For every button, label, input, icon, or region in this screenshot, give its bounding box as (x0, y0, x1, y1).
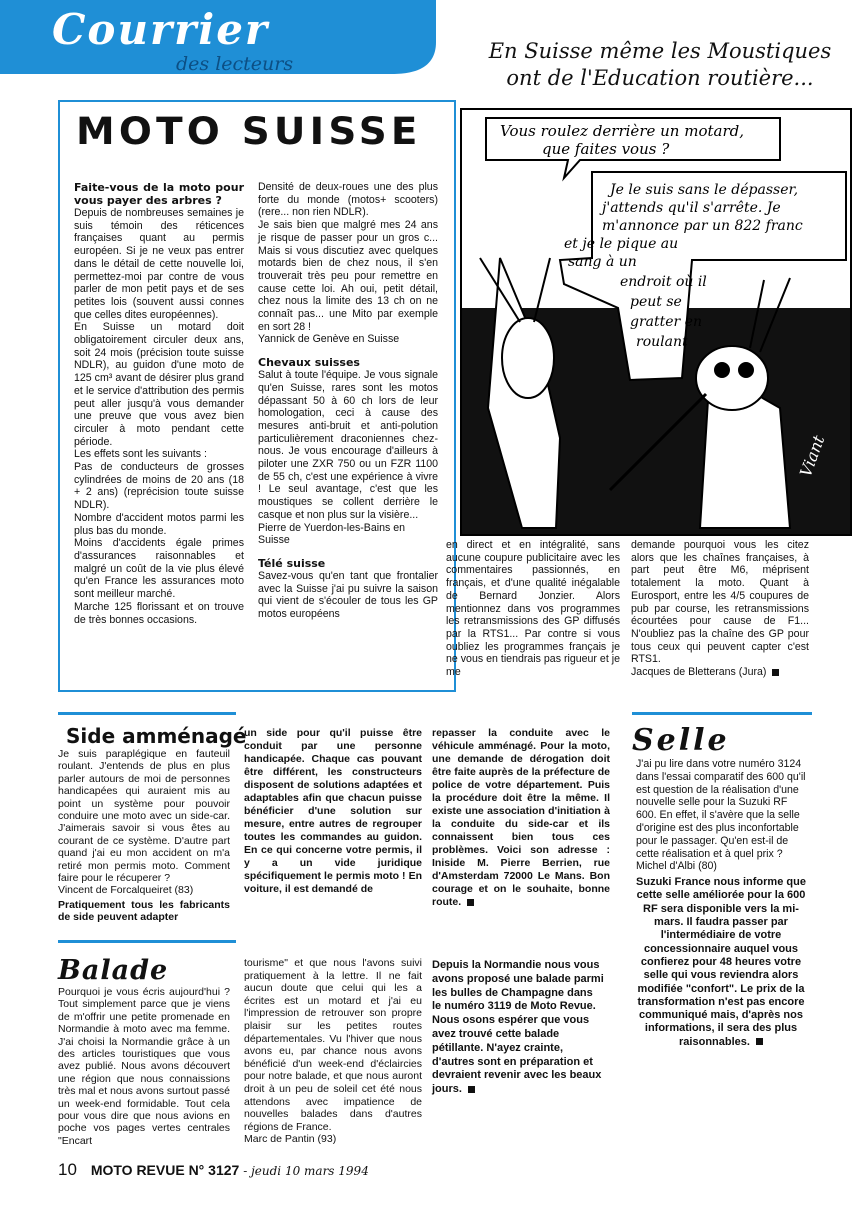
balade-col1 (58, 986, 230, 1147)
section-heading-tele: Télé suisse (258, 556, 326, 570)
selle-reply: Suzuki France nous informe que cette selle améliorée pour la 600 RF sera disponible vers la mi-mars. Il faudra passer par l'intermédiaire de votre concessionnaire auquel vous confierez pour 48 heures votre selle qui vous reviendra alors modifiée "confort". Le prix de la transformation n'est pas encore communiqué mais, d'après nos informations, il sera des plus raisonnables. (636, 876, 806, 1048)
col2-para: Savez-vous qu'en tant que frontalier avec la Suisse j'ai pu suivre la saison qui vient de s'écouler de tous les GP motos européens (258, 569, 438, 621)
end-mark-icon (756, 1038, 763, 1045)
selle-title: Selle (632, 723, 730, 758)
col1-para: Nombre d'accident motos parmi les plus bas du monde. (74, 511, 244, 537)
cartoon-signature: Viant (795, 432, 829, 480)
side-col1 (58, 748, 230, 924)
page-number: 10 (58, 1160, 77, 1179)
col4-text: demande pourquoi vous les citez alors que les chaînes françaises, à part peut être M6, méprisent totalement la moto. Quant à Eurosport, entre les 4/5 coupures de pub par course, les retransmissions écourtées pour cause de F1... N'oubliez pas la chaîne des GP pour tous ceux qui peuvent capter c'est RTS1. (631, 539, 809, 666)
letter-signature: Vincent de Forcalqueiret (83) (58, 884, 194, 897)
side-col3 (432, 727, 610, 909)
col3-text: en direct et en intégralité, sans aucune coupure publicitaire avec les commentaires passionnés, en français, et d'une qualité inégalable de Bernard Jonzier. Alors mentionnez dans vos programmes les retransmissions des GP diffusés par la RTS1... Par contre si vous oubliez les programmes français je ne vous en tiendrais pas rigueur et je me (446, 539, 620, 679)
letter-signature: Jacques de Bletterans (Jura) (631, 666, 767, 679)
section-heading-chevaux: Chevaux suisses (258, 356, 360, 370)
balade-reply: Depuis la Normandie nous vous avons proposé une balade parmi les bulles de Champagne dans le numéro 3119 de Moto Revue. Nous osons espérer que vous avez trouvé cette balade pétillante. N'ayez crainte, d'autres sont en préparation et devraient revenir avec les beaux jours. (432, 959, 604, 1096)
col1-para: Pas de conducteurs de grosses cylindrées de moins de 20 ans (18 + 2 ans) (reprécision toute suisse NDLR). (74, 461, 244, 512)
separator (58, 712, 236, 715)
issue-date: - jeudi 10 mars 1994 (243, 1164, 369, 1178)
end-mark-icon (772, 669, 779, 676)
side-reply: Pratiquement tous les fabricants de side peuvent adapter (58, 898, 230, 924)
col1-para: Moins d'accidents égale primes d'assurances raisonnables et malgré un coût de la vie plus élevé qu'en France les assurances moto sont meilleur marché. (74, 537, 244, 601)
side-title: Side amménagé (66, 724, 247, 748)
col2-para: Salut à toute l'équipe. Je vous signale qu'en Suisse, rares sont les motos dépassant 50 à 60 ch lors de leur homologation, ceci à cause des mesures anti-bruit et anti-polution particulièrement draconiennes chez-nous. Je vous encourage d'ailleurs à piloter une ZXR 750 ou un FZR 1100 de 55 ch, c'est une expérience à vivre ! Le seul avantage, c'est que les moustiques se collent derrière le casque et non plus sur la visière... (258, 369, 438, 521)
article-heading: Faite-vous de la moto pour vous payer des arbres ? (74, 181, 244, 207)
bubble2-line: m'annonce par un 822 franc (602, 218, 803, 234)
selle-col (636, 758, 806, 1049)
balade-col2 (244, 957, 422, 1146)
col2-para: Je sais bien que malgré mes 24 ans je risque de passer pour un gros c... Mais si vous discutiez avec quelques motards bien de chez nous, il s'en trouverait très peu pour remettre en cause cette loi. Ah oui, petit détail, chez nous la limite des 13 ch on ne connaît pas... une Mito par exemple en sort 28 ! (258, 219, 438, 333)
article-col3 (446, 539, 620, 679)
page-footer (58, 1160, 369, 1180)
balade-letter: Pourquoi je vous écris aujourd'hui ? Tout simplement parce que je viens de m'offrir une petite promenade en Normandie à moto avec ma femme. J'ai choisi la Normandie grâce à un des articles touristiques que vous avez publié. Nous avons découvert une région que nous connaissions très mal et nous avons surtout passé un week-end formidable. Tout cela pour vous dire que nous avions en poche vos pages vertes centrales "Encart (58, 986, 230, 1147)
col2-para: Densité de deux-roues une des plus forte du monde (motos+ scooters) (rere... non rien NDLR). (258, 181, 438, 219)
letter-signature: Marc de Pantin (93) (244, 1133, 337, 1146)
cartoon-headline: En Suisse même les Moustiques ont de l'Education routière... (488, 39, 832, 90)
balade-reply-col (432, 959, 604, 1097)
separator (632, 712, 812, 715)
side-col2 (244, 727, 422, 896)
side-reply: un side pour qu'il puisse être conduit par une personne handicapée. Chaque cas pouvant être différent, les constructeurs disposent de solutions adaptées et adaptables afin que chacun puisse bénéficier d'une solution sur mesure, entre autres de regrouper toutes les commandes au guidon. En ce qui concerne votre permis, il y a un vide juridique spécifiquement le permis moto ! En voiture, il est demandé de (244, 727, 422, 895)
col1-para: Depuis de nombreuses semaines je suis témoin des réticences françaises quant au permis européen. Si je ne veux pas entrer dans le détail de cette nouvelle loi, permettez-moi par contre de vous parler de mon petit pays et de ses petites lois (souvent aussi connes que celles dites européennes). (74, 207, 244, 321)
article-col2 (258, 181, 438, 621)
article-title: MOTO SUISSE (76, 110, 422, 153)
separator (58, 940, 236, 943)
letter-signature: Michel d'Albi (80) (636, 860, 717, 873)
bubble2-line: Je le suis sans le dépasser, (610, 182, 799, 198)
bubble1-line: Vous roulez derrière un motard, (500, 122, 744, 140)
banner-subtitle: des lecteurs (176, 53, 294, 75)
courrier-banner (0, 0, 436, 84)
mosquito-cartoon (460, 108, 852, 536)
bubble2-line: gratter en (630, 314, 702, 330)
end-mark-icon (468, 1086, 475, 1093)
letter-signature: Pierre de Yuerdon-les-Bains en Suisse (258, 521, 406, 547)
letter-signature: Yannick de Genève en Suisse (258, 333, 400, 346)
bubble2-line: j'attends qu'il s'arrête. Je (602, 200, 781, 216)
balade-letter: tourisme" et que nous l'avons suivi pratiquement à la lettre. Il ne fait aucun doute que celui qui les a écrites est un motard et j'ai eu l'impression de retrouver son propre plaisir sur les petites routes départementales. Vu l'hiver que nous avons eu, par chance nous avons bénéficié d'un week-end d'éclaircies pour notre balade, et que nous auront droit à un peu de soleil cet été nous attendons avec impatience de nouvelles balades dans d'autres régions de France. (244, 957, 422, 1133)
bubble1-line: que faites vous ? (542, 140, 670, 158)
bubble2-line: roulant (636, 334, 688, 350)
bubble2-line: et je le pique au (564, 236, 679, 252)
bubble2-line: sang à un (568, 254, 637, 270)
balade-title: Balade (58, 955, 169, 986)
side-letter: Je suis paraplégique en fauteuil roulant. J'entends de plus en plus parler autours de moi de personnes handicapées qui auraient mis au point un système pour pouvoir conduire une moto avec un side-car. J'aimerais savoir si vous êtes au courant de ce système. D'autre part quand j'ai eu mon accident on m'a retiré mon permis moto. Comment faire pour le récuperer ? (58, 748, 230, 885)
article-col1 (74, 181, 244, 626)
end-mark-icon (467, 899, 474, 906)
side-reply: repasser la conduite avec le véhicule amménagé. Pour la moto, une demande de dérogation doit être faite auprès de la préfecture de police de votre département. Puis la procédure doit être la même. Il existe une association d'initiation à la conduite du side-car et ils connaissent bien tous ces problèmes. Voici son adresse : Iniside M. Pierre Berrien, rue d'Amsterdam 72000 Le Mans. Bon courage et on le souhaite, bonne route. (432, 727, 610, 908)
selle-letter: J'ai pu lire dans votre numéro 3124 dans l'essai comparatif des 600 qu'il est question de la réalisation d'une nouvelle selle pour la Suzuki RF 600. En effet, il s'avère que la selle d'origine est des plus inconfortable pour le passager. Qu'en est-il de cette réalisation et à quel prix ? (636, 758, 806, 860)
banner-title: Courrier (52, 5, 270, 54)
article-col4 (631, 539, 809, 679)
col1-para: Marche 125 florissant et on trouve de très bonnes occasions. (74, 600, 244, 626)
col1-para: Les effets sont les suivants : (74, 448, 207, 461)
magazine-issue: MOTO REVUE N° 3127 (90, 1162, 240, 1178)
bubble2-line: peut se (630, 294, 682, 310)
bubble2-line: endroit où il (620, 274, 707, 290)
col1-para: En Suisse un motard doit obligatoirement circuler deux ans, soit 24 mois (précision toute suisse NDLR), au guidon d'une moto de 125 cm³ avant de désirer plus grand et le service d'attribution des permis peut aller jusqu'à vous demander une preuve que vous avez bien circuler à moto pendant cette période. (74, 321, 244, 448)
